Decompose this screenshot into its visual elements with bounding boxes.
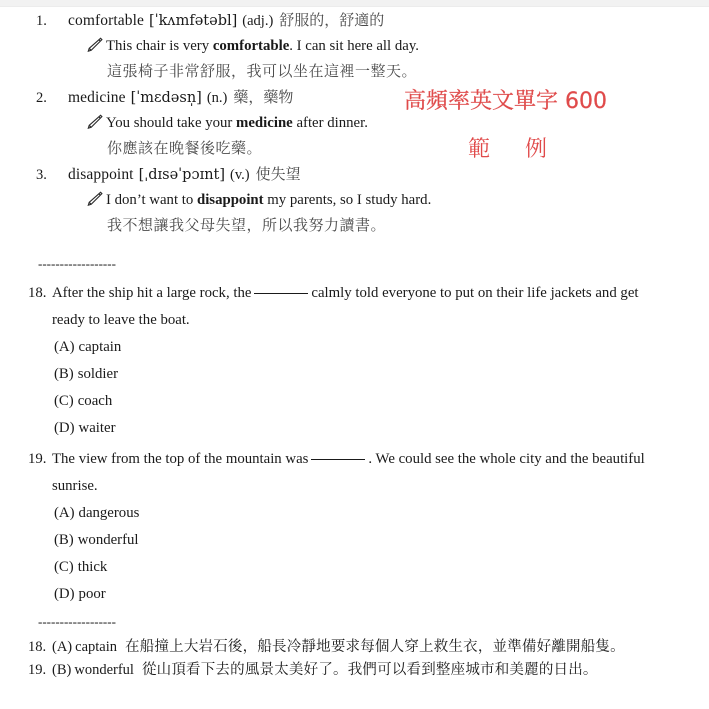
option-c[interactable] [0, 388, 709, 415]
vocabulary-phonetic: [ˌdɪsəˈpɔɪnt] [138, 167, 226, 183]
example-suffix: after dinner. [292, 115, 368, 131]
example-suffix: my parents, so I study hard. [263, 192, 432, 208]
vocabulary-list [0, 8, 709, 238]
vocabulary-number: 1. [36, 13, 47, 29]
vocabulary-part-of-speech: (adj.) [242, 13, 274, 29]
option-letter: (D) [54, 586, 75, 602]
question-options [0, 334, 709, 442]
example-prefix: I don’t want to [106, 192, 197, 208]
vocabulary-example-line [0, 34, 709, 59]
answer-translation: 從山頂看下去的風景太美好了。我們可以看到整座城市和美麗的日出。 [141, 662, 598, 678]
example-suffix: . I can sit here all day. [289, 38, 419, 54]
answer-word: wonderful [74, 662, 134, 678]
option-letter: (A) [54, 339, 75, 355]
option-d[interactable] [0, 581, 709, 608]
page-top-edge [0, 0, 709, 7]
vocabulary-headword-line [0, 162, 709, 188]
answer-choice-letter: (B) [52, 662, 72, 678]
vocabulary-definition: 舒服的，舒適的 [279, 11, 385, 29]
answer-blank [254, 293, 308, 294]
vocabulary-part-of-speech: (v.) [230, 167, 250, 183]
answer-blank [311, 459, 365, 460]
option-letter: (D) [54, 420, 75, 436]
answer-number: 18. [28, 639, 47, 655]
pencil-icon [86, 190, 103, 205]
question-stem-prefix: After the ship hit a large rock, the [52, 285, 252, 301]
question-number: 18. [28, 285, 47, 301]
vocabulary-headword-line [0, 8, 709, 34]
vocabulary-part-of-speech: (n.) [206, 90, 228, 106]
option-text: poor [78, 586, 106, 602]
example-keyword: disappoint [196, 192, 264, 208]
vocabulary-number: 3. [36, 167, 47, 183]
option-letter: (C) [54, 559, 74, 575]
vocabulary-number: 2. [36, 90, 47, 106]
example-keyword: comfortable [212, 38, 290, 54]
vocabulary-example-text [106, 34, 419, 59]
vocabulary-translation: 你應該在晚餐後吃藥。 [107, 139, 263, 157]
answer-item [0, 659, 709, 682]
answer-choice-letter: (A) [52, 639, 73, 655]
vocabulary-translation: 這張椅子非常舒服，我可以坐在這裡一整天。 [107, 62, 418, 80]
vocabulary-word: disappoint [68, 166, 134, 183]
vocabulary-headword-line [0, 85, 709, 111]
question-options [0, 500, 709, 608]
pencil-icon [86, 113, 103, 128]
option-text: coach [77, 393, 113, 409]
option-c[interactable] [0, 554, 709, 581]
answer-number: 19. [28, 662, 47, 678]
section-separator-top: ------------------ [38, 256, 116, 271]
example-keyword: medicine [236, 115, 293, 131]
question-stem-prefix: The view from the top of the mountain was [52, 451, 309, 467]
vocabulary-word: medicine [68, 89, 126, 106]
option-letter: (A) [54, 505, 75, 521]
vocabulary-example-text [106, 111, 368, 136]
option-text: captain [78, 339, 122, 355]
option-letter: (C) [54, 393, 74, 409]
question-stem-line [0, 446, 709, 500]
vocabulary-entry [0, 162, 709, 238]
vocabulary-word: comfortable [68, 12, 144, 29]
answer-body [52, 636, 658, 659]
answers-list [0, 636, 709, 682]
vocabulary-definition: 使失望 [255, 165, 301, 183]
vocabulary-entry [0, 85, 709, 161]
option-d[interactable] [0, 415, 709, 442]
option-b[interactable] [0, 361, 709, 388]
option-letter: (B) [54, 366, 74, 382]
question-stem-line [0, 280, 709, 334]
section-separator-bottom: ------------------ [38, 614, 116, 629]
vocabulary-phonetic: [ˈmɛdəsn̩] [130, 90, 202, 106]
vocabulary-translation: 我不想讓我父母失望，所以我努力讀書。 [107, 216, 387, 234]
pencil-icon [86, 36, 103, 51]
option-a[interactable] [0, 334, 709, 361]
page-content [0, 8, 709, 682]
vocabulary-example-line [0, 188, 709, 213]
question-stem-suffix: . We could see the whole city and the beautiful sunrise. [52, 451, 645, 494]
question-stem [52, 280, 660, 334]
option-b[interactable] [0, 527, 709, 554]
option-text: waiter [78, 420, 116, 436]
option-a[interactable] [0, 500, 709, 527]
option-text: dangerous [78, 505, 140, 521]
answer-word: captain [75, 639, 118, 655]
vocabulary-example-line [0, 111, 709, 136]
answer-translation: 在船撞上大岩石後，船長冷靜地要求每個人穿上救生衣，並準備好離開船隻。 [125, 639, 625, 655]
answer-item [0, 636, 709, 659]
option-text: soldier [77, 366, 119, 382]
questions-list [0, 280, 709, 608]
watermark-title: 高頻率英文單字 600 [404, 89, 607, 114]
example-prefix: This chair is very [106, 38, 213, 54]
option-text: wonderful [77, 532, 139, 548]
watermark-subtitle: 範 例 [468, 137, 561, 162]
question-stem [52, 446, 660, 500]
question-number: 19. [28, 451, 47, 467]
vocabulary-definition: 藥，藥物 [233, 88, 294, 106]
question-item [0, 280, 709, 442]
vocabulary-entry [0, 8, 709, 84]
option-letter: (B) [54, 532, 74, 548]
option-text: thick [77, 559, 108, 575]
question-item [0, 446, 709, 608]
vocabulary-phonetic: [ˈkʌmfətəbl] [148, 13, 238, 29]
answer-body [52, 659, 658, 682]
question-stem-suffix: calmly told everyone to put on their life jackets and get ready to leave the boat. [52, 285, 639, 328]
vocabulary-example-text [106, 188, 431, 213]
example-prefix: You should take your [106, 115, 237, 131]
